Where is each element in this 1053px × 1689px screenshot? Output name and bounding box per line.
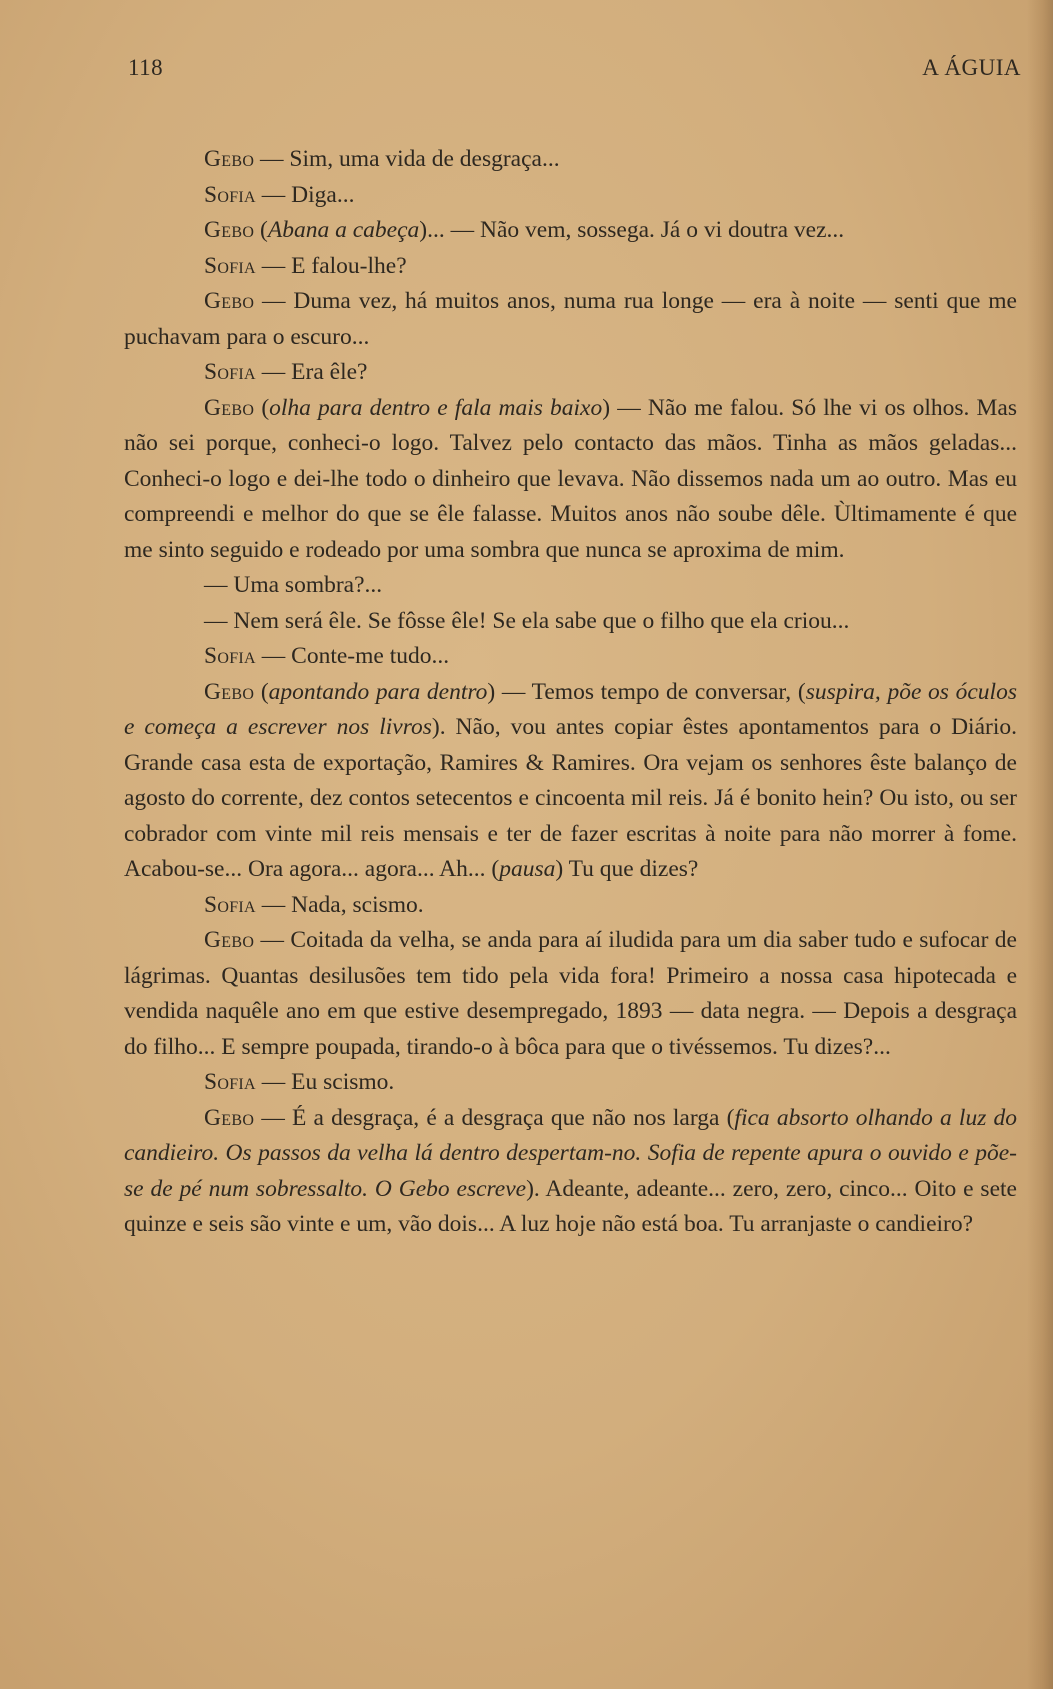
dialogue-paragraph [124, 923, 1017, 1065]
dialogue-paragraph [124, 568, 1017, 604]
speaker-name: Gebo [204, 678, 255, 705]
page-edge-shadow [1027, 0, 1053, 1689]
dialogue-paragraph [124, 178, 1017, 214]
stage-direction: pausa [499, 856, 556, 882]
dialogue-paragraph [124, 284, 1017, 355]
dialogue-body [124, 142, 1017, 1243]
speech-text: — E falou-lhe? [255, 252, 407, 279]
speech-text: ) — Temos tempo de conversar, ( [487, 678, 806, 705]
speech-text: — Nem será êle. Se fôsse êle! Se ela sabe que o filho que ela criou... [204, 607, 850, 634]
dialogue-paragraph [124, 675, 1017, 888]
speech-text: — Uma sombra?... [204, 572, 383, 598]
speech-text: ) — Não me falou. Só lhe vi os olhos. Mas não sei porque, conheci-o logo. Talvez pelo contacto das mãos. Tinha as mãos geladas... Conheci-o logo e dei-lhe todo o dinheiro que levava. Não dissemos nada um ao outro. Mas eu compreendi e melhor do que se êle falasse. Muitos anos não soube dêle. Ùltimamente é que me sinto seguido e rodeado por uma sombra que nunca se aproxima de mim. [124, 394, 1017, 563]
speaker-name: Gebo [204, 288, 255, 314]
speaker-name: Gebo [204, 394, 255, 421]
speech-text: — Conte-me tudo... [255, 643, 450, 669]
dialogue-paragraph [124, 1065, 1017, 1101]
speech-text: ( [254, 394, 270, 421]
dialogue-paragraph [124, 249, 1017, 285]
speech-text: ) Tu que dizes? [555, 856, 699, 882]
speaker-name: Gebo [204, 146, 255, 172]
speaker-name: Sofia [204, 252, 256, 279]
stage-direction: suspira, põe os óculos e começa a escrever nos livros [124, 678, 1017, 740]
speech-text: — Eu scismo. [255, 1069, 395, 1095]
dialogue-paragraph [124, 391, 1017, 569]
dialogue-paragraph [124, 355, 1017, 391]
speaker-name: Sofia [204, 181, 256, 208]
speaker-name: Gebo [204, 927, 255, 953]
speech-text: — É a desgraça, é a desgraça que não nos larga ( [254, 1104, 735, 1131]
stage-direction: Abana a cabeça [267, 217, 420, 243]
dialogue-paragraph [124, 888, 1017, 924]
dialogue-paragraph [124, 604, 1017, 640]
speech-text: )... — Não vem, sossega. Já o vi doutra vez... [419, 217, 845, 243]
stage-direction: olha para dentro e fala mais baixo [269, 394, 603, 421]
stage-direction: fica absorto olhando a luz do candieiro. Os passos da velha lá dentro despertam-no. Sofia de repente apura o ouvido e põe-se de pé num sobressalto. O Gebo escreve [124, 1104, 1018, 1202]
speaker-name: Sofia [204, 643, 256, 669]
dialogue-paragraph [124, 213, 1017, 249]
speech-text: — Diga... [255, 181, 355, 208]
speaker-name: Sofia [204, 359, 256, 385]
running-header [128, 55, 1021, 85]
speech-text: ). Adeante, adeante... zero, zero, cinco... Oito e sete quinze e seis são vinte e um, vão dois... A luz hoje não está boa. Tu arranjaste o candieiro? [124, 1175, 1017, 1237]
speech-text: ( [254, 217, 268, 243]
speech-text: — Coitada da velha, se anda para aí iludida para um dia saber tudo e sufocar de lágrimas. Quantas desilusões tem tido pela vida fora! Primeiro a nossa casa hipotecada e vendida naquêle ano em que estive desempregado, 1893 — data negra. — Depois a desgraça do filho... E sempre poupada, tirando-o à bôca para que o tivéssemos. Tu dizes?... [124, 927, 1017, 1060]
speech-text: — Era êle? [255, 359, 368, 385]
speaker-name: Sofia [204, 891, 256, 918]
dialogue-paragraph [124, 142, 1017, 178]
stage-direction: apontando para dentro [268, 678, 488, 705]
dialogue-paragraph [124, 1101, 1017, 1243]
speech-text: — Duma vez, há muitos anos, numa rua longe — era à noite — senti que me puchavam para o escuro... [124, 288, 1017, 350]
speech-text: — Sim, uma vida de desgraça... [254, 146, 560, 172]
speaker-name: Sofia [204, 1069, 256, 1095]
running-title: A ÁGUIA [922, 55, 1021, 80]
page-number: 118 [128, 55, 164, 80]
speech-text: — Nada, scismo. [255, 891, 424, 918]
speech-text: ). Não, vou antes copiar êstes apontamentos para o Diário. Grande casa esta de exportação, Ramires & Ramires. Ora vejam os senhores êste balanço de agosto do corrente, dez contos setecentos e cincoenta mil reis. Já é bonito hein? Ou isto, ou ser cobrador com vinte mil reis mensais e ter de fazer escritas à noite para não morrer à fome. Acabou-se... Ora agora... agora... Ah... ( [124, 714, 1017, 882]
dialogue-paragraph [124, 639, 1017, 675]
speaker-name: Gebo [204, 217, 255, 243]
speech-text: ( [254, 678, 269, 705]
speaker-name: Gebo [204, 1104, 255, 1131]
